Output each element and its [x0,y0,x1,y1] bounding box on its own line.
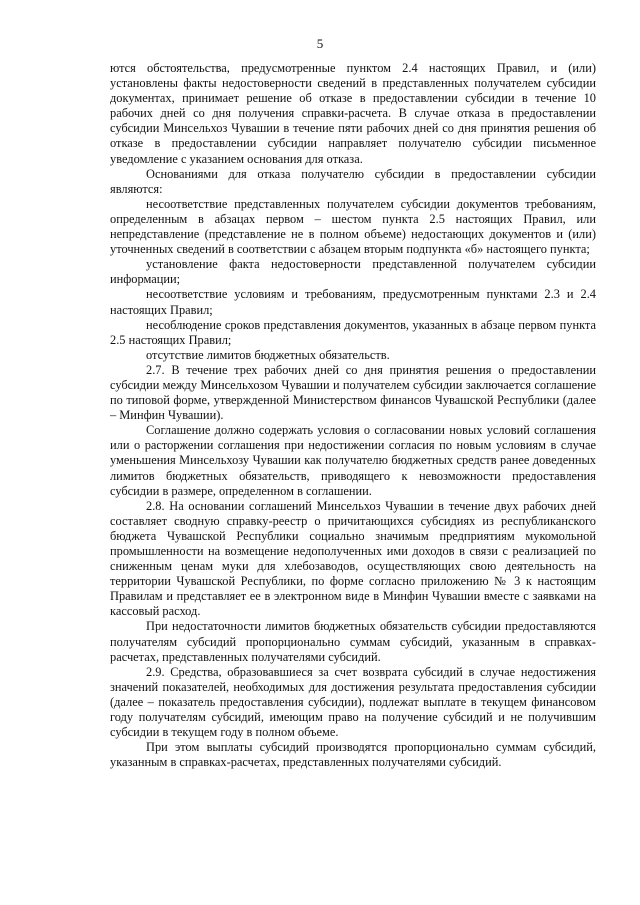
paragraph-ground-false-info: установление факта недостоверности представленной получателем субсидии информации; [110,257,596,287]
paragraph-refusal-grounds: Основаниями для отказа получателю субсидии в предоставлении субсидии являются: [110,166,596,196]
paragraph-proportional-payments: При этом выплаты субсидий производятся пропорционально суммам субсидий, указанным в справках-расчетах, представленных получателями субсидий. [110,740,596,770]
paragraph-2-7: 2.7. В течение трех рабочих дней со дня принятия решения о предоставлении субсидии между Минсельхозом Чувашии и получателем субсидии заключается соглашение по типовой форме, утвержденной Министерством финансов Чувашской Республики (далее – Минфин Чувашии). [110,362,596,423]
paragraph-ground-documents: несоответствие представленных получателем субсидии документов требованиям, определенным в абзацах первом – шестом пункта 2.5 настоящих Правил, или непредставление (представление не в полном объеме) недостающих документов и (или) уточненных сведений в соответствии с абзацем вторым подпункта «б» настоящего пункта; [110,196,596,257]
document-body [110,61,596,770]
paragraph-agreement-terms: Соглашение должно содержать условия о согласовании новых условий соглашения или о расторжении соглашения при недостижении согласия по новым условиям в случае уменьшения Минсельхозу Чувашии как получателю бюджетных средств ранее доведенных лимитов бюджетных обязательств, приводящего к невозможности предоставления субсидии в размере, определенном в соглашении. [110,423,596,498]
paragraph-ground-limits: отсутствие лимитов бюджетных обязательств. [146,347,390,362]
paragraph-insufficient-limits: При недостаточности лимитов бюджетных обязательств субсидии предоставляются получателям субсидий пропорционально суммам субсидий, указанным в справках-расчетах, представленных получателями субсидий. [110,619,596,664]
paragraph-ground-conditions: несоответствие условиям и требованиям, предусмотренным пунктами 2.3 и 2.4 настоящих Правил; [110,287,596,317]
paragraph-continuation: ются обстоятельства, предусмотренные пунктом 2.4 настоящих Правил, и (или) установлены факты недостоверности сведений в представленных получателем субсидии документах, принимает решение об отказе в предоставлении субсидии в течение 10 рабочих дней со дня получения справки-расчета. В случае отказа в предоставлении субсидии Минсельхоз Чувашии в течение пяти рабочих дней со дня принятия решения об отказе в предоставлении субсидии направляет получателю субсидии письменное уведомление с указанием основания для отказа. [110,61,596,166]
paragraph-ground-deadlines: несоблюдение сроков представления документов, указанных в абзаце первом пункта 2.5 настоящих Правил; [110,317,596,347]
paragraph-2-8: 2.8. На основании соглашений Минсельхоз Чувашии в течение двух рабочих дней составляет сводную справку-реестр о причитающихся субсидиях из республиканского бюджета Чувашской Республики социально значимым предприятиям мукомольной промышленности на возмещение недополученных ими доходов в связи с реализацией по сниженным ценам муки для хлебозаводов, осуществляющих свою деятельность на территории Чувашской Республики, по форме согласно приложению № 3 к настоящим Правилам и представляет ее в электронном виде в Минфин Чувашии вместе с заявками на кассовый расход. [110,498,596,619]
page-number: 5 [316,36,324,51]
paragraph-2-9: 2.9. Средства, образовавшиеся за счет возврата субсидий в случае недостижения значений показателей, необходимых для достижения результата предоставления субсидии (далее – показатель предоставления субсидии), подлежат выплате в текущем финансовом году получателям субсидий, имеющим право на получение субсидий и не получившим субсидии в текущем году в полном объеме. [110,664,596,740]
